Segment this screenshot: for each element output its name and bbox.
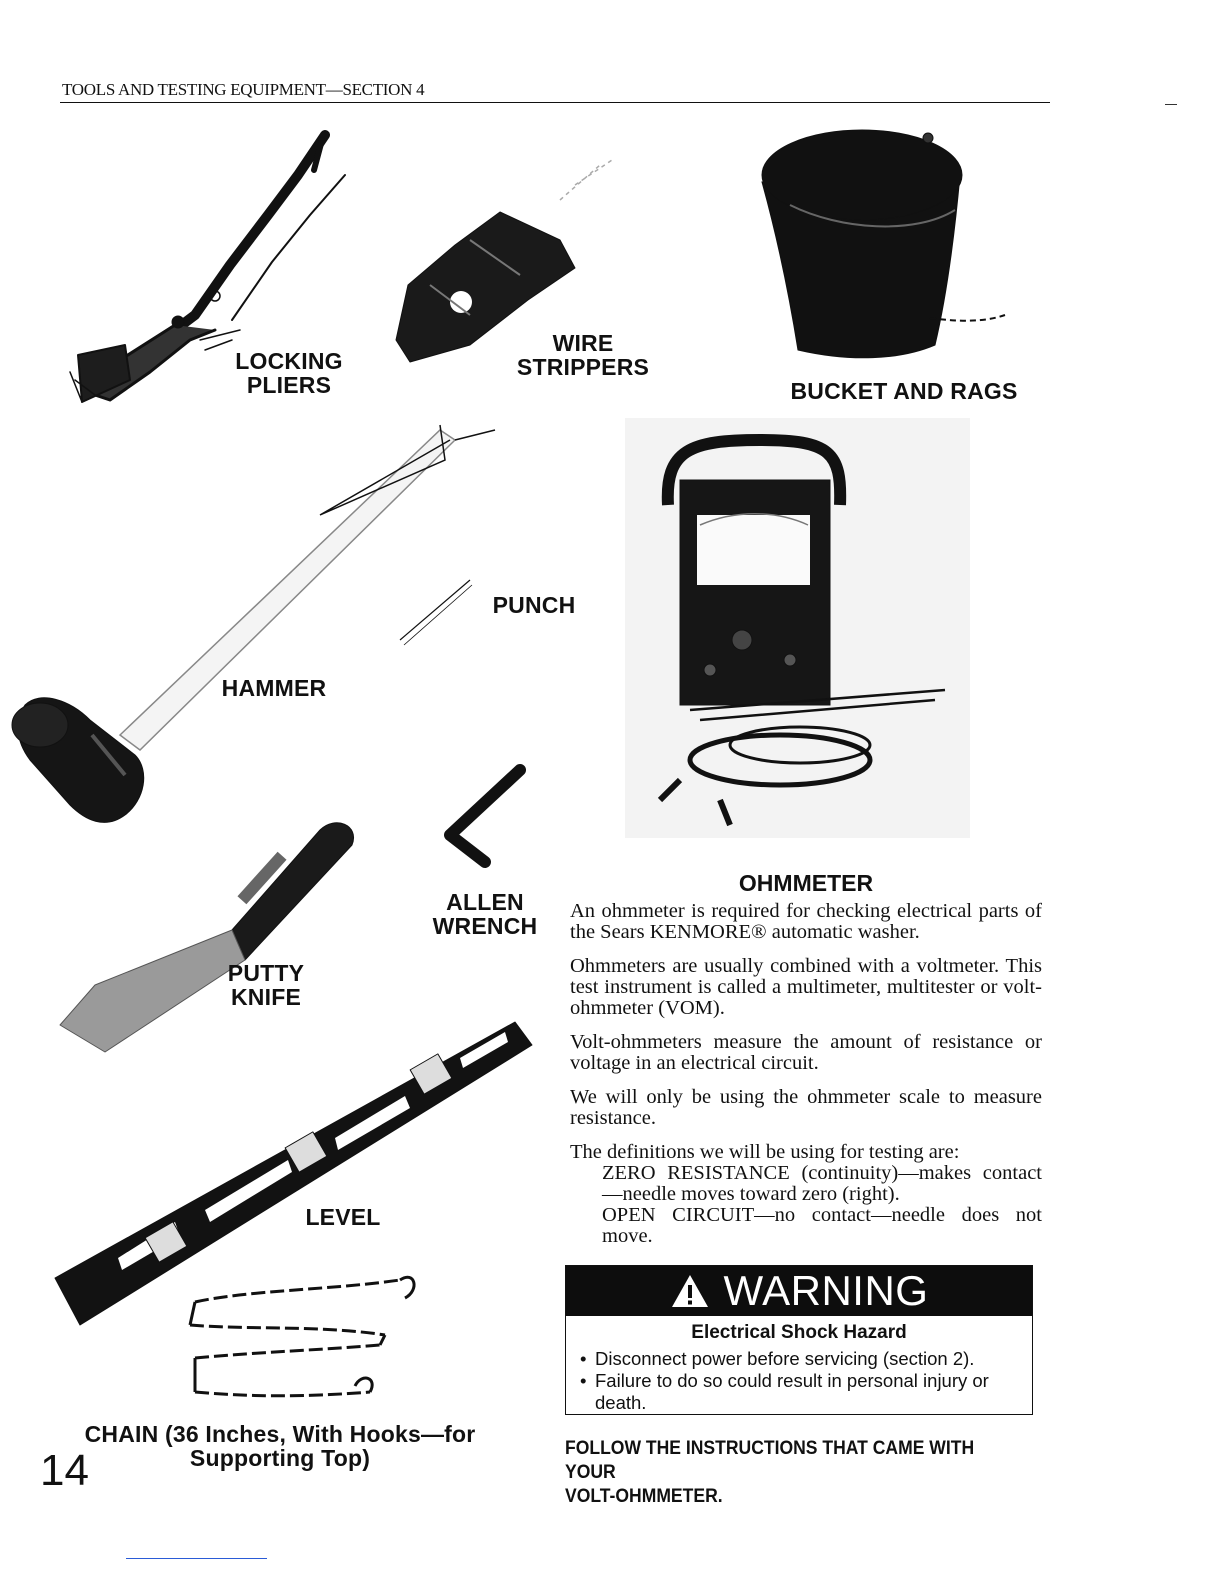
label-line: STRIPPERS xyxy=(516,354,650,380)
level-image xyxy=(55,1022,532,1325)
label-line: WIRE xyxy=(552,330,614,356)
label-line: Supporting Top) xyxy=(189,1445,371,1471)
label-line: ALLEN xyxy=(446,889,524,915)
label-line: PUTTY xyxy=(227,960,305,986)
punch-image xyxy=(400,580,472,645)
label-line: LOCKING xyxy=(235,348,343,374)
ohmmeter-image xyxy=(625,418,970,838)
label-line: WRENCH xyxy=(432,913,538,939)
hammer-label: HAMMER xyxy=(221,675,327,701)
definition-item: OPEN CIRCUIT—no contact—needle does not move. xyxy=(602,1204,1042,1247)
level-label: LEVEL xyxy=(305,1204,381,1230)
note-line: VOLT-OHMMETER. xyxy=(565,1485,723,1507)
warning-triangle-icon xyxy=(670,1273,710,1309)
wire-strippers-label xyxy=(512,331,654,379)
label-line: CHAIN (36 Inches, With Hooks—for xyxy=(84,1421,476,1447)
ohmmeter-heading: OHMMETER xyxy=(738,870,874,896)
putty-knife-image xyxy=(60,823,354,1052)
warning-subtitle: Electrical Shock Hazard xyxy=(691,1322,907,1343)
bucket-and-rags-label: BUCKET AND RAGS xyxy=(790,378,1018,404)
page-number: 14 xyxy=(40,1446,89,1495)
footer-link-underline xyxy=(126,1558,267,1559)
punch-label: PUNCH xyxy=(492,592,576,618)
paragraph: Volt-ohmmeters measure the amount of resistance or voltage in an electrical circuit. xyxy=(570,1031,1042,1074)
note-line: FOLLOW THE INSTRUCTIONS THAT CAME WITH YOUR xyxy=(565,1437,975,1483)
paragraph: The definitions we will be using for testing are: xyxy=(570,1141,960,1163)
bucket-image xyxy=(762,130,1005,358)
warning-banner-text: WARNING xyxy=(723,1267,929,1314)
locking-pliers-label xyxy=(228,349,350,397)
label-line: PLIERS xyxy=(246,372,332,398)
warning-box xyxy=(565,1265,1033,1415)
chain-image xyxy=(190,1277,414,1396)
label-line: KNIFE xyxy=(231,984,301,1010)
paragraph: An ohmmeter is required for checking electrical parts of the Sears KENMORE® automatic washer. xyxy=(570,900,1042,943)
section-header: TOOLS AND TESTING EQUIPMENT—SECTION 4 xyxy=(62,80,425,99)
warning-item: • Failure to do so could result in personal injury or death. xyxy=(580,1370,1032,1414)
chain-label xyxy=(70,1422,490,1470)
allen-wrench-label xyxy=(426,890,544,938)
putty-knife-label xyxy=(220,961,312,1009)
hammer-image xyxy=(12,425,495,822)
warning-list xyxy=(566,1348,1032,1414)
warning-item: • Disconnect power before servicing (section 2). xyxy=(580,1348,1032,1370)
paragraph: We will only be using the ohmmeter scale to measure resistance. xyxy=(570,1086,1042,1129)
definition-item: ZERO RESISTANCE (continuity)—makes contact—needle moves toward zero (right). xyxy=(602,1162,1042,1205)
paragraph: Ohmmeters are usually combined with a voltmeter. This test instrument is called a multimeter, multitester or volt-ohmmeter (VOM). xyxy=(570,955,1042,1019)
ohmmeter-body xyxy=(570,901,1042,1247)
warning-banner xyxy=(566,1266,1032,1316)
follow-instructions-note xyxy=(565,1436,997,1508)
allen-wrench-image xyxy=(450,770,520,862)
